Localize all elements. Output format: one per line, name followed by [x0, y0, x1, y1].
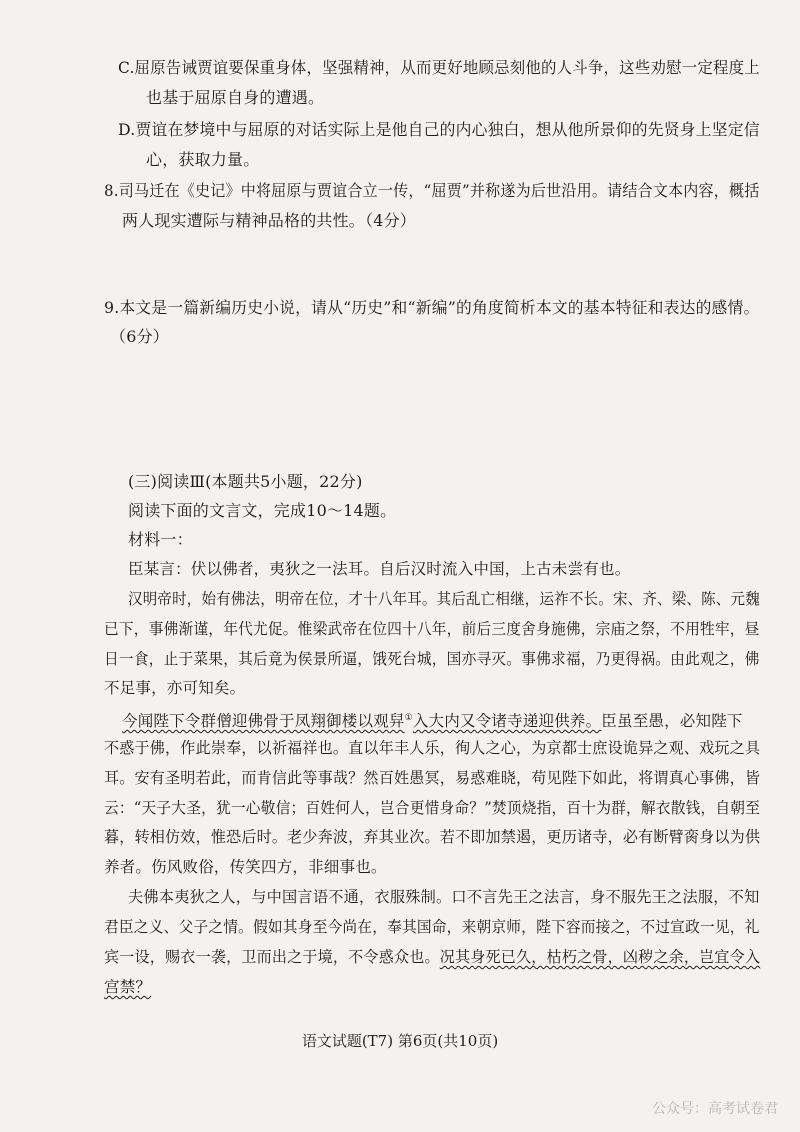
- passage-p2-line4: 不足事，亦可知矣。: [104, 679, 246, 697]
- passage-p2-line3: 日一食，止于菜果，其后竟为侯景所逼，饿死台城，国亦寻灭。事佛求福，乃更得祸。由此观之，佛: [104, 650, 760, 668]
- passage-p4-line4: [104, 976, 151, 998]
- passage-p3-line4: 云：“天子大圣，犹一心敬信；百姓何人，岂合更惜身命？”焚顶烧指，百十为群，解衣散钱，自朝至: [104, 799, 761, 817]
- passage-p4-line3-plain: 宾一设，赐衣一袭，卫而出之于境，不令惑众也。: [104, 948, 440, 966]
- passage-p3-line5: 暮，转相仿效，惟恐后时。老少奔波，弃其业次。若不即加禁遏，更历诸寺，必有断臂脔身以为供: [104, 828, 761, 846]
- q9-line1: 9.本文是一篇新编历史小说，请从“历史”和“新编”的角度简析本文的基本特征和表达的感情。: [104, 298, 760, 317]
- q7-option-c-line1: C.屈原告诫贾谊要保重身体，坚强精神，从而更好地顾忌刻他的人斗争，这些劝慰一定程度上: [118, 58, 760, 77]
- footnote-marker: ①: [404, 713, 413, 723]
- section3-heading: (三)阅读Ⅲ(本题共5小题，22分): [128, 472, 363, 491]
- page-footer: 语文试题(T7) 第6页(共10页): [301, 1032, 499, 1050]
- underlined-sentence-2-cont: 宫禁？: [104, 978, 152, 996]
- passage-p1: 臣某言：伏以佛者，夷狄之一法耳。自后汉时流入中国，上古未尝有也。: [128, 560, 631, 578]
- q9-line2: （6分）: [110, 327, 169, 346]
- q8-line1: 8.司马迁在《史记》中将屈原与贾谊合立一传，“屈贾”并称遂为后世沿用。请结合文本内容，概括: [104, 181, 760, 200]
- watermark: 公众号：高考试卷君: [652, 1101, 778, 1117]
- q7-option-d-line1: D.贾谊在梦境中与屈原的对话实际上是他自己的内心独白，想从他所景仰的先贤身上坚定信: [118, 120, 760, 139]
- q7-option-c-line2: 也基于屈原自身的遭遇。: [146, 88, 325, 107]
- passage-p3-line2: 不惑于佛，作此崇奉，以祈福祥也。直以年丰人乐，徇人之心，为京都士庶设诡异之观、戏玩之具: [104, 739, 761, 757]
- passage-p3-line1: [122, 707, 743, 732]
- q7-option-d-line2: 心，获取力量。: [146, 150, 260, 169]
- passage-p3-line1-rest: 臣虽至愚，必知陛下: [601, 712, 743, 731]
- material-label: 材料一：: [128, 530, 193, 549]
- passage-p2-line2: 已下，事佛渐谨，年代尤促。惟梁武帝在位四十八年，前后三度舍身施佛，宗庙之祭，不用牲牢，昼: [104, 620, 760, 638]
- passage-p4-line3: [104, 946, 760, 968]
- underlined-sentence-cont: 入大内又令诸寺递迎供养。: [412, 712, 602, 731]
- passage-p3-line3: 耳。安有圣明若此，而肯信此等事哉？然百姓愚冥，易惑难晓，苟见陛下如此，将谓真心事佛，皆: [104, 769, 761, 787]
- section3-instruction: 阅读下面的文言文，完成10～14题。: [128, 501, 397, 520]
- passage-p2-line1: 汉明帝时，始有佛法，明帝在位，才十八年耳。其后乱亡相继，运祚不长。宋、齐、梁、陈、元魏: [128, 590, 760, 608]
- underlined-sentence: 今闻陛下令群僧迎佛骨于凤翔御楼以观舁: [122, 712, 405, 731]
- passage-p3-line6: 养者。伤风败俗，传笑四方，非细事也。: [104, 858, 387, 876]
- q8-line2: 两人现实遭际与精神品格的共性。（4分）: [122, 211, 416, 230]
- passage-p4-line2: 君臣之义、父子之情。假如其身至今尚在，奉其国命，来朝京师，陛下容而接之，不过宣政一见，礼: [104, 918, 760, 936]
- underlined-sentence-2: 况其身死已久，枯朽之骨，凶秽之余，岂宜令入: [439, 948, 761, 966]
- passage-p4-line1: 夫佛本夷狄之人，与中国言语不通，衣服殊制。口不言先王之法言，身不服先王之法服，不知: [128, 888, 760, 906]
